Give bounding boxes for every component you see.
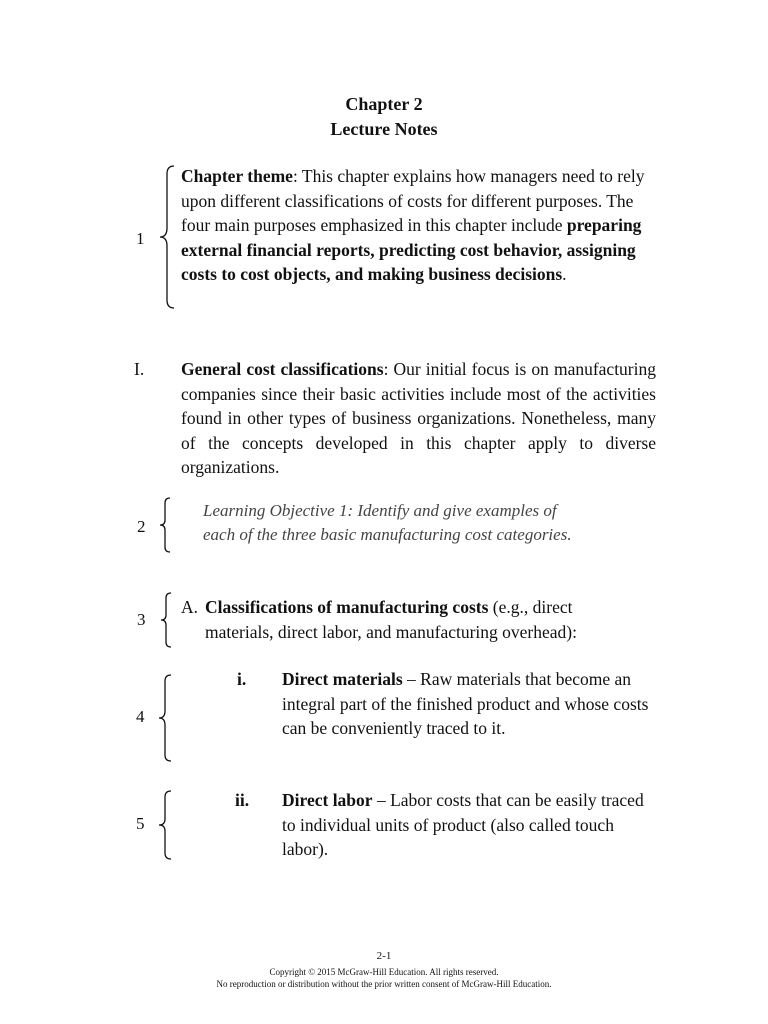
general-cost-label: General cost classifications (181, 359, 384, 379)
copyright-line: Copyright © 2015 McGraw-Hill Education. All rights reserved. (269, 967, 499, 977)
section-letter-A: A. (181, 597, 199, 617)
reproduction-notice: No reproduction or distribution without the prior written consent of McGraw-Hill Education. (216, 979, 552, 989)
page-number: 2-1 (376, 950, 392, 962)
section-numeral-I: I. (134, 359, 145, 379)
chapter-theme-purposes: preparing external financial reports, predicting cost behavior, assigning costs to cost objects, and making business decisions (181, 215, 642, 284)
brace-2 (158, 496, 172, 554)
brace-5 (157, 789, 173, 861)
direct-materials-paragraph: Direct materials – Raw materials that become an integral part of the finished product and whose costs can be conveniently traced to it. (282, 669, 649, 738)
lecture-notes-heading: Lecture Notes (330, 119, 438, 139)
margin-marker-2: 2 (137, 517, 146, 536)
brace-1 (158, 164, 176, 310)
margin-marker-5: 5 (136, 814, 145, 833)
manufacturing-costs-label: Classifications of manufacturing costs (205, 597, 489, 617)
direct-labor-paragraph: Direct labor – Labor costs that can be easily traced to individual units of product (also called touch labor). (282, 790, 644, 859)
chapter-heading: Chapter 2 (345, 94, 423, 114)
margin-marker-1: 1 (136, 229, 145, 248)
learning-objective-line2: each of the three basic manufacturing cost categories. (203, 525, 572, 544)
chapter-theme-label: Chapter theme (181, 166, 293, 186)
item-numeral-i: i. (237, 669, 247, 689)
chapter-theme-paragraph: Chapter theme: This chapter explains how managers need to rely upon different classifications of costs for different purposes. The four main purposes emphasized in this chapter include preparing external financial reports, predicting cost behavior, assigning costs to cost objects, and making business decisions. (181, 166, 645, 284)
learning-objective-line1: Learning Objective 1: Identify and give examples of (203, 501, 557, 520)
manufacturing-costs-paragraph: Classifications of manufacturing costs (e.g., direct materials, direct labor, and manufacturing overhead): (205, 597, 577, 642)
direct-labor-label: Direct labor (282, 790, 373, 810)
direct-materials-label: Direct materials (282, 669, 403, 689)
margin-marker-4: 4 (136, 707, 145, 726)
margin-marker-3: 3 (137, 610, 146, 629)
brace-4 (157, 673, 173, 763)
brace-3 (159, 591, 173, 649)
general-cost-paragraph: General cost classifications: Our initial focus is on manufacturing companies since their basic activities include most of the activities found in other types of business organizations. Nonetheless, many of the concepts developed in this chapter apply to diverse organizations. (181, 359, 656, 477)
item-numeral-ii: ii. (235, 790, 250, 810)
